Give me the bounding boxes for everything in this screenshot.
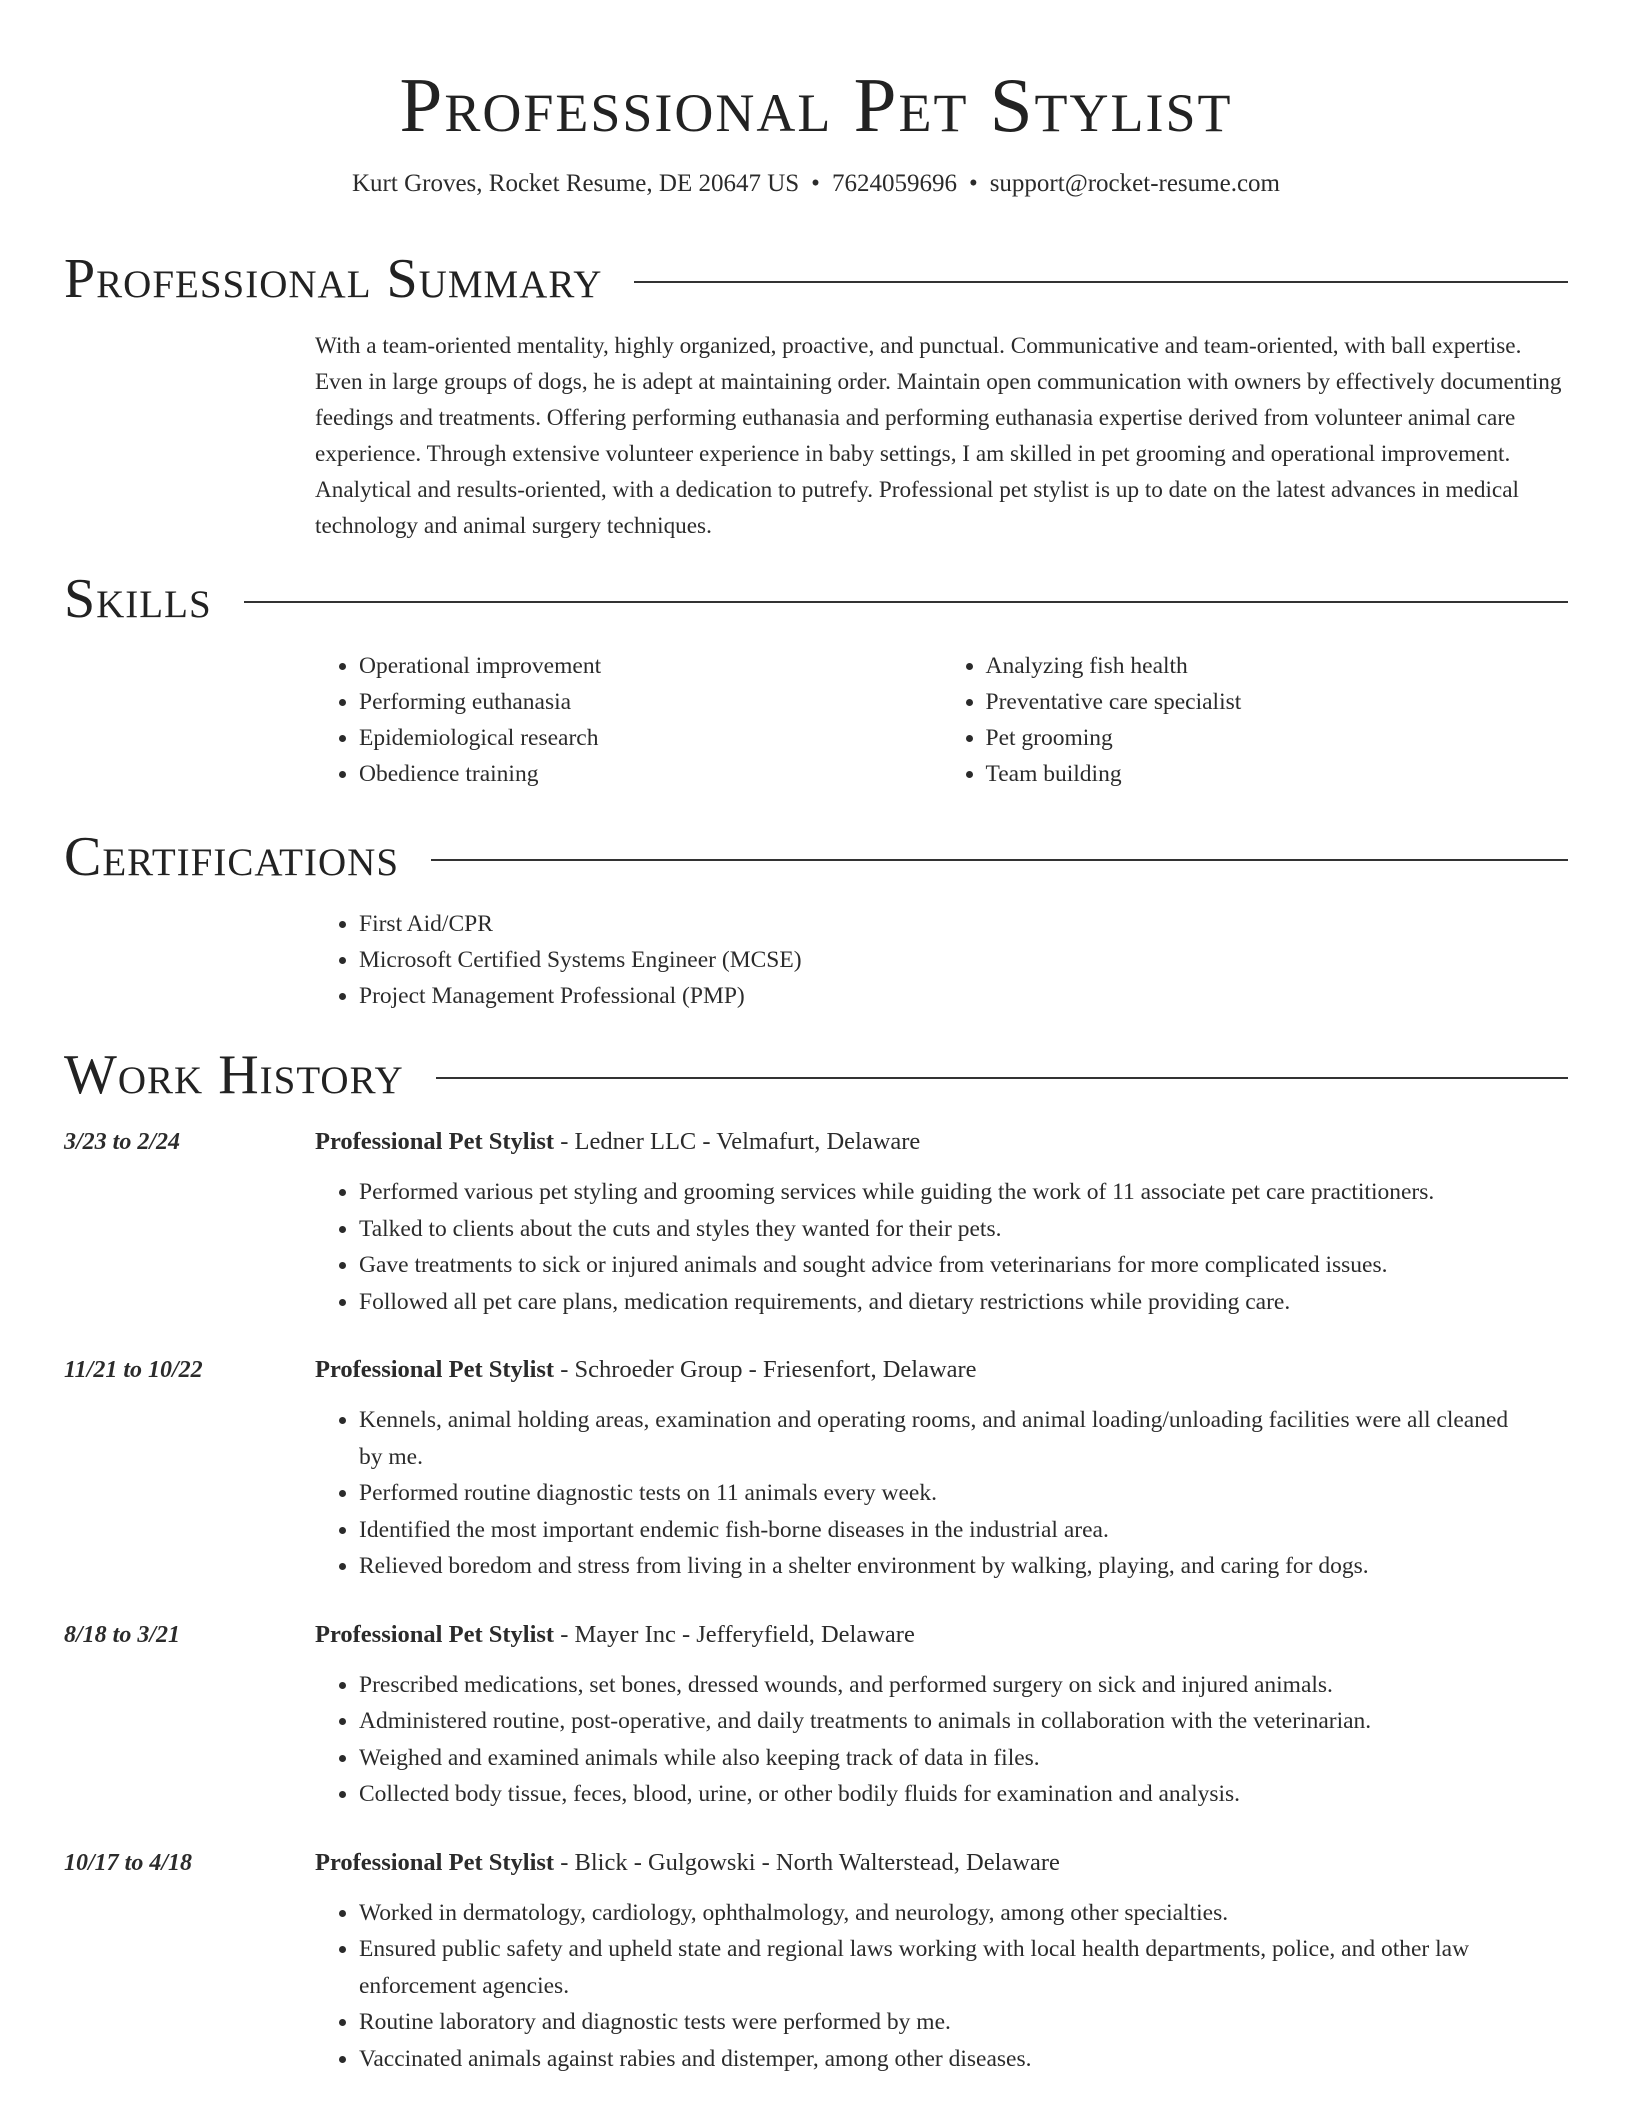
job-header — [315, 1352, 1568, 1388]
job-entry — [64, 1845, 1568, 2078]
skills-section — [64, 564, 1568, 792]
contact-email: support@rocket-resume.com — [989, 170, 1280, 197]
job-bullet: • Kennels, animal holding areas, examination and operating rooms, and animal loading/unloading facilities were all cleaned by me. — [359, 1402, 1528, 1475]
job-bullet: • Prescribed medications, set bones, dressed wounds, and performed surgery on sick and injured animals. — [359, 1667, 1528, 1704]
resume-page — [64, 0, 1568, 2077]
resume-title: Professional Pet Stylist — [399, 62, 1233, 148]
job-bullet: • Weighed and examined animals while also keeping track of data in files. — [359, 1740, 1528, 1777]
skill-item: • Epidemiological research — [359, 720, 942, 756]
skills-heading: Skills — [64, 568, 212, 630]
certification-item: • Microsoft Certified Systems Engineer (MCSE) — [359, 942, 1568, 978]
section-divider — [634, 281, 1568, 283]
job-bullet: • Performed various pet styling and grooming services while guiding the work of 11 associate pet care practitioners. — [359, 1174, 1528, 1211]
job-employer: - Schroeder Group - Friesenfort, Delaware — [554, 1356, 977, 1383]
job-employer: - Ledner LLC - Velmafurt, Delaware — [554, 1128, 921, 1155]
job-entry — [64, 1617, 1568, 1813]
summary-section — [64, 244, 1568, 544]
skills-list — [315, 648, 1568, 792]
job-bullet: • Worked in dermatology, cardiology, ophthalmology, and neurology, among other specialties. — [359, 1895, 1528, 1932]
job-bullet: • Talked to clients about the cuts and styles they wanted for their pets. — [359, 1211, 1528, 1248]
certifications-heading-row — [64, 822, 1568, 892]
job-bullet: • Identified the most important endemic fish-borne diseases in the industrial area. — [359, 1512, 1528, 1549]
skill-item: • Team building — [986, 756, 1569, 792]
certifications-list — [315, 906, 1568, 1014]
job-bullet: • Followed all pet care plans, medication requirements, and dietary restrictions while providing care. — [359, 1284, 1528, 1321]
job-entry — [64, 1124, 1568, 1320]
job-bullet: • Administered routine, post-operative, and daily treatments to animals in collaboration with the veterinarian. — [359, 1703, 1528, 1740]
contact-address: Kurt Groves, Rocket Resume, DE 20647 US — [352, 170, 800, 197]
work-history-heading: Work History — [64, 1044, 404, 1106]
skill-item: • Pet grooming — [986, 720, 1569, 756]
job-body — [315, 1617, 1568, 1813]
job-employer: - Blick - Gulgowski - North Walterstead, Delaware — [554, 1848, 1060, 1876]
job-title: Professional Pet Stylist — [315, 1356, 555, 1383]
work-history-section — [64, 1040, 1568, 2077]
job-body — [315, 1352, 1568, 1585]
contact-separator: • — [968, 170, 978, 197]
section-divider — [244, 601, 1568, 603]
job-bullet: • Routine laboratory and diagnostic tests were performed by me. — [359, 2004, 1528, 2041]
job-title: Professional Pet Stylist — [315, 1620, 555, 1648]
section-divider — [431, 859, 1568, 861]
job-bullets — [315, 1402, 1568, 1585]
skill-item: • Analyzing fish health — [986, 648, 1569, 684]
job-header — [315, 1617, 1568, 1653]
skill-item: • Performing euthanasia — [359, 684, 942, 720]
summary-heading: Professional Summary — [64, 248, 603, 310]
job-entry — [64, 1352, 1568, 1585]
job-dates: 3/23 to 2/24 — [64, 1129, 181, 1155]
contact-phone: 7624059696 — [831, 170, 957, 197]
job-bullet: • Ensured public safety and upheld state and regional laws working with local health departments, police, and other law enforcement agencies. — [359, 1931, 1528, 2004]
skills-column-right — [942, 648, 1569, 792]
job-bullets — [315, 1895, 1568, 2078]
summary-heading-row — [64, 244, 1568, 314]
certifications-heading: Certifications — [64, 826, 400, 888]
job-bullet: • Performed routine diagnostic tests on 11 animals every week. — [359, 1475, 1528, 1512]
job-title: Professional Pet Stylist — [315, 1128, 555, 1155]
job-dates: 11/21 to 10/22 — [64, 1357, 203, 1383]
job-header — [315, 1845, 1568, 1881]
work-history-heading-row — [64, 1040, 1568, 1110]
job-title: Professional Pet Stylist — [315, 1848, 555, 1876]
contact-line — [64, 168, 1568, 200]
job-bullet: • Relieved boredom and stress from living in a shelter environment by walking, playing, and caring for dogs. — [359, 1548, 1528, 1585]
job-employer: - Mayer Inc - Jefferyfield, Delaware — [554, 1620, 915, 1648]
job-dates: 10/17 to 4/18 — [64, 1849, 193, 1876]
certification-item: • First Aid/CPR — [359, 906, 1568, 942]
skill-item: • Operational improvement — [359, 648, 942, 684]
job-bullets — [315, 1667, 1568, 1813]
skills-column-left — [315, 648, 942, 792]
summary-text: With a team-oriented mentality, highly organized, proactive, and punctual. Communicative and team-oriented, with ball expertise. Even in large groups of dogs, he is adept at maintaining order. Maintain open communication with owners by effectively documenting feedings and treatments. Offering performing euthanasia and performing euthanasia expertise derived from volunteer animal care experience. Through extensive volunteer experience in baby settings, I am skilled in pet grooming and operational improvement. Analytical and results-oriented, with a dedication to putrefy. Professional pet stylist is up to date on the latest advances in medical technology and animal surgery techniques. — [315, 333, 1562, 539]
job-bullet: • Vaccinated animals against rabies and distemper, among other diseases. — [359, 2041, 1528, 2078]
job-dates: 8/18 to 3/21 — [64, 1621, 181, 1648]
job-bullet: • Gave treatments to sick or injured animals and sought advice from veterinarians for more complicated issues. — [359, 1247, 1528, 1284]
job-body — [315, 1124, 1568, 1320]
skill-item: • Preventative care specialist — [986, 684, 1569, 720]
section-divider — [436, 1077, 1568, 1079]
job-body — [315, 1845, 1568, 2078]
certification-item: • Project Management Professional (PMP) — [359, 978, 1568, 1014]
job-bullets — [315, 1174, 1568, 1320]
skills-heading-row — [64, 564, 1568, 634]
certifications-section — [64, 822, 1568, 1014]
job-bullet: • Collected body tissue, feces, blood, urine, or other bodily fluids for examination and analysis. — [359, 1776, 1528, 1813]
skill-item: • Obedience training — [359, 756, 942, 792]
contact-separator: • — [811, 170, 820, 197]
job-header — [315, 1124, 1568, 1160]
